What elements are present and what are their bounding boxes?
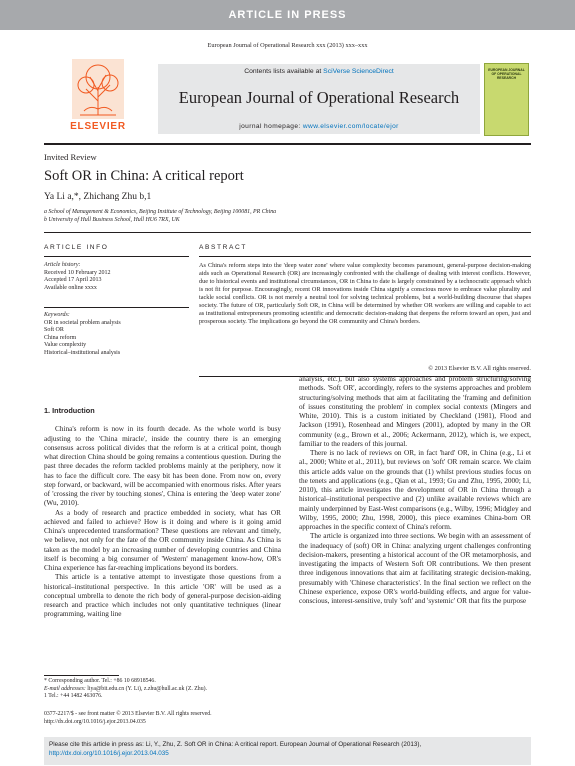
body-paragraph: China's reform is now in its fourth decade. As the whole world is busy adjusting to the 'China miracle', inside the country there is an emerging consensus across political divides that the reform is at a critical point, though what direction China should be going remains a contentious question. During the past three decades the reform tackled problems mainly at the periphery, now it has to face the difficult core. The easy bit has been done. From now on, every step forward, or backward, will be accompanied with enormous risks. After years of 'crossing the river by touching stones', China is entering the 'deep water zone' (Wu, 2010). xyxy=(44,425,281,508)
keyword: OR in societal problem analysis xyxy=(44,319,121,326)
citation-doi-link[interactable]: http://dx.doi.org/10.1016/j.ejor.2013.04.035 xyxy=(49,750,169,757)
accepted-date: Accepted 17 April 2013 xyxy=(44,277,102,284)
body-paragraph: As a body of research and practice embedded in society, what has OR achieved and failed to achieve? How is it doing and where is it going amid China's unprecedented transformation? These questions are relevant and timely, we believe, not only for the fate of the OR community inside China. As China is taken as the model by an increasing number of developing countries and China itself is becoming a big consumer of 'Western' management know-how, OR's China experience has far-reaching implications beyond its borders. xyxy=(44,508,281,572)
body-paragraph: analysis, etc.), but also systems approaches and problem structuring/solving methods. 'Soft OR', accordingly, refers to the systems approaches and problem structuring/solving methods that aim at facilitating the 'framing and definition of issues constituting the problem' in complex social contexts (Mingers and White, 2010). This is a custom initiated by Checkland (1981), Flood and Jackson (1991), Rosenhead and Mingers (2001), adopted by many in the OR community (e.g., Brown et al., 2006; Ackermann, 2012), which is, we expect, familiar to the readers of this journal. xyxy=(299,375,531,448)
title-divider xyxy=(44,232,531,233)
affiliation-a: a School of Management & Economics, Beijing Institute of Technology, Beijing 100081, PR China xyxy=(44,209,277,215)
keyword: Value complexity xyxy=(44,342,87,349)
masthead-divider xyxy=(44,143,531,145)
body-column-right xyxy=(299,375,531,606)
abstract-heading: ABSTRACT xyxy=(199,244,247,251)
issn-line: 0377-2217/$ - see front matter © 2013 Elsevier B.V. All rights reserved. xyxy=(44,711,212,717)
email-label: E-mail addresses: xyxy=(44,685,86,692)
contents-line xyxy=(158,68,480,75)
email-addresses: liya@bit.edu.cn (Y. Li), z.zhu@hull.ac.uk (Z. Zhu). xyxy=(85,685,207,692)
elsevier-wordmark: ELSEVIER xyxy=(70,121,126,132)
online-date: Available online xxxx xyxy=(44,285,97,292)
abstract-text: As China's reform steps into the 'deep water zone' where value complexity becomes paramount, general-purpose decision-making aids such as Operational Research (OR) are increasingly confronted with the challenge of dealing with interest conflicts. However, due to historical events and institutional circumstances, OR in China to date is largely constrained by a technocratic approach which is not fit for purpose. Encouragingly, recent OR innovations inside China signify a conscious move to embrace value plurality and tackle social conflicts. OR is not merely a neutral tool for solving technical problems, but a world-building discourse that shapes society. The future of OR, particularly Soft OR, in China will be determined by whether OR workers are willing and capable to act as institutional entrepreneurs promoting scientific and democratic decision-making that deepens the reform toward an open, just and prosperous society. The implications go beyond the OR community and China's borders. xyxy=(199,262,531,325)
journal-title: European Journal of Operational Research xyxy=(178,88,460,107)
article-type: Invited Review xyxy=(44,152,97,162)
body-paragraph: The article is organized into three sections. We begin with an assessment of the inadequacy of (soft) OR in China: analyzing urgent challenges confronting decision-makers, presenting a historical account of the OR metamorphosis, and investigating the impacts of Western Soft OR contributions. We then present three indigenous innovations that aim at facilitating strategic decision-making, presumably with 'Chinese characteristics'. In the final section we reflect on the Chinese experience, expose OR's world-building effects, and argue for value-conscious, interest-sensitive, truly 'soft' and 'systemic' OR that fits the purpose xyxy=(299,532,531,605)
banner-text: ARTICLE IN PRESS xyxy=(228,9,347,21)
body-column-left xyxy=(44,406,281,620)
homepage-link[interactable]: www.elsevier.com/locate/ejor xyxy=(302,123,399,130)
citation-text xyxy=(49,740,527,758)
homepage-prefix: journal homepage: xyxy=(239,123,303,130)
cover-title-text: EUROPEAN JOURNAL OF OPERATIONAL RESEARCH xyxy=(488,68,525,80)
telephone-note: 1 Tel.: +44 1482 463076. xyxy=(44,693,103,700)
article-info-heading: ARTICLE INFO xyxy=(44,244,109,251)
citation-prefix: Please cite this article in press as: Li, Y., Zhu, Z. Soft OR in China: A critical report. European Journal of Operational Research (2013), xyxy=(49,741,422,748)
sciencedirect-link[interactable]: SciVerse ScienceDirect xyxy=(323,68,394,75)
keywords-label: Keywords: xyxy=(44,312,70,318)
section-heading-introduction: 1. Introduction xyxy=(44,406,95,415)
received-date: Received 10 February 2012 xyxy=(44,269,111,276)
body-paragraph: This article is a tentative attempt to investigate those questions from a historical–institutional perspective. In this article 'OR' will be used as a conceptual umbrella to denote the rich body of general-purpose decision-aiding research and practice which includes not only quantitative techniques (linear programming, waiting line xyxy=(44,573,281,619)
footnote-divider xyxy=(44,675,119,676)
body-paragraph: There is no lack of reviews on OR, in fact 'hard' OR, in China (e.g., Li et al., 2000; White et al., 2011), but reviews on 'soft' OR remain scarce. We claim this article adds value on the grounds that (1) whilst previous studies focus on the tenets and applications (e.g., Qian et al., 1993; Gu and Zhu, 1995, 2000; Li, 2010), this article investigates the development of OR in China through a historical–institutional perspective and (2) unlike available reviews which are mainly underpinned by East-West comparisons (e.g., Wilby, 1996; Midgley and Wilby, 1995, 2000; Zhu, 1998, 2000), this piece examines China-born OR approaches in the specific context of China's reform. xyxy=(299,449,531,531)
corresponding-author-note: * Corresponding author. Tel.: +86 10 68918546. xyxy=(44,678,156,684)
abstract-divider xyxy=(199,256,531,257)
abstract-copyright: © 2013 Elsevier B.V. All rights reserved. xyxy=(428,365,531,372)
article-history xyxy=(44,262,189,293)
keyword: Historical–institutional analysis xyxy=(44,349,121,356)
email-note xyxy=(44,686,281,694)
keyword: Soft OR xyxy=(44,327,64,334)
doi-link[interactable]: http://dx.doi.org/10.1016/j.ejor.2013.04.035 xyxy=(44,718,146,725)
history-label: Article history: xyxy=(44,262,81,268)
info-divider xyxy=(44,256,189,257)
keywords-block xyxy=(44,312,189,358)
article-title: Soft OR in China: A critical report xyxy=(44,168,244,184)
running-head: European Journal of Operational Research xxx (2013) xxx–xxx xyxy=(207,42,368,49)
journal-homepage-line xyxy=(158,123,480,130)
affiliation-b: b University of Hull Business School, Hull HU6 7RX, UK xyxy=(44,217,180,223)
keyword: China reform xyxy=(44,334,77,341)
issn-block xyxy=(44,711,281,726)
footnotes xyxy=(44,678,281,701)
author-list: Ya Li a,*, Zhichang Zhu b,1 xyxy=(44,192,152,202)
keywords-divider xyxy=(44,307,189,308)
contents-prefix: Contents lists available at xyxy=(244,68,324,75)
